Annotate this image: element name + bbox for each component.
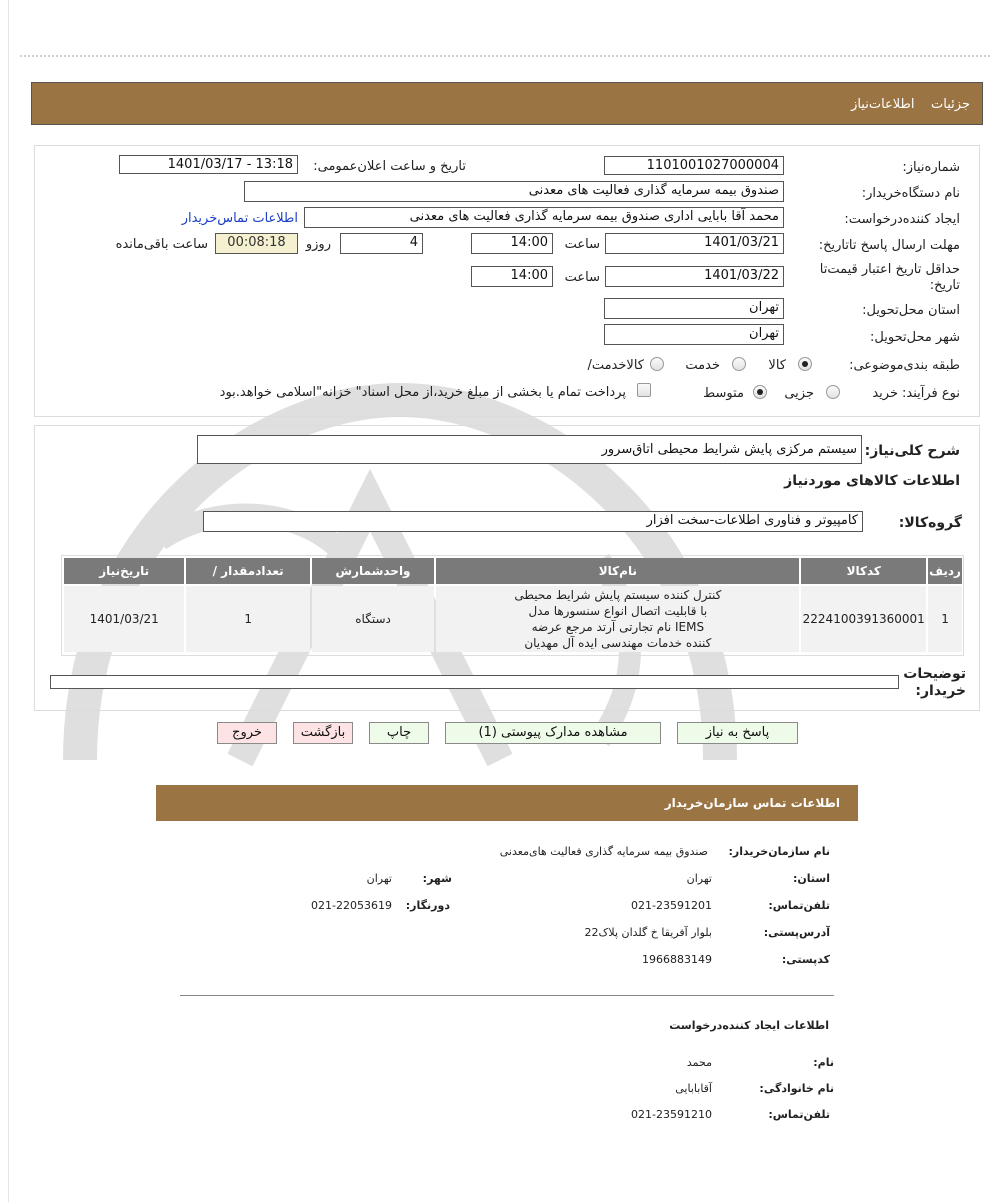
org-fax-value: 021-22053619 <box>311 899 392 912</box>
table-row <box>64 586 962 652</box>
treasury-payment-note: پرداخت تمام یا بخشی از مبلغ خرید،از محل اسناد" خزانه"اسلامی خواهد.بود <box>219 385 626 400</box>
category-goods-radio[interactable] <box>798 357 812 371</box>
org-province-label: استان: <box>793 872 830 885</box>
org-phone-value: 021-23591201 <box>631 899 712 912</box>
buyer-org-label: نام دستگاه‌خریدار: <box>861 186 960 201</box>
goods-table-header <box>64 558 962 584</box>
reply-hour-label: ساعت <box>564 237 600 252</box>
requester-first-name-value: محمد <box>686 1056 712 1069</box>
days-field: 4 <box>340 233 423 254</box>
back-button[interactable]: بازگشت <box>293 722 353 744</box>
validity-label-line2: تاریخ: <box>929 278 960 293</box>
col-unit: واحدشمارش <box>312 558 434 584</box>
view-attachments-button[interactable]: مشاهده مدارک پیوستی (1) <box>445 722 661 744</box>
reply-deadline-label: مهلت ارسال پاسخ تا‌تاریخ: <box>818 238 960 253</box>
org-city-value: تهران <box>366 872 392 885</box>
remaining-label: ساعت باقی‌مانده <box>115 237 208 252</box>
buyer-notes-field <box>50 675 899 689</box>
top-dotted-separator <box>20 55 990 57</box>
org-postal-label: کد‌پستی: <box>781 953 830 966</box>
buyer-notes-label-line1: توضیحات <box>903 666 966 682</box>
reply-date-field: 1401/03/21 <box>605 233 784 254</box>
city-label: شهر محل‌تحویل: <box>870 330 960 345</box>
goods-group-field: کامپیوتر و فناوری اطلاعات-سخت افزار <box>203 511 863 532</box>
category-service-radio[interactable] <box>732 357 746 371</box>
exit-button[interactable]: خروج <box>217 722 277 744</box>
buyer-contact-link[interactable]: اطلاعات تماس‌خریدار <box>181 211 298 226</box>
requester-last-name-value: آقابابایی <box>675 1082 712 1095</box>
goods-name-line: IEMS نام تجارتی آرتد مرجع عرضه <box>531 620 705 634</box>
org-address-value: بلوار آفریقا خ گلدان پلاک22 <box>584 926 712 939</box>
org-city-label: شهر: <box>422 872 452 885</box>
goods-name-line: با قابلیت اتصال انواع سنسورها مدل <box>528 604 708 618</box>
category-goods-service-label: کالا‌خدمت/ <box>587 358 644 373</box>
details-header-bar <box>31 82 983 125</box>
col-goods-code: کدکالا <box>801 558 926 584</box>
org-province-value: تهران <box>686 872 712 885</box>
col-row-number: ردیف <box>928 558 962 584</box>
process-minor-label: جزیی <box>784 386 814 401</box>
requester-phone-label: تلفن‌تماس: <box>768 1108 830 1121</box>
org-fax-label: دورنگار: <box>405 899 450 912</box>
remaining-time-field: 00:08:18 <box>215 233 298 254</box>
org-name-label: نام سازمان‌خریدار: <box>728 845 830 858</box>
org-contact-header: اطلاعات تماس سازمان‌خریدار <box>156 785 858 821</box>
unit-cell: دستگاه <box>312 586 434 652</box>
print-button[interactable]: چاپ <box>369 722 429 744</box>
org-section-divider <box>180 995 834 996</box>
quantity-cell: 1 <box>186 586 309 652</box>
goods-table <box>62 556 964 654</box>
buyer-notes-label-line2: خریدار: <box>915 683 966 699</box>
tab-need-info[interactable]: اطلاعات‌نیاز <box>851 97 915 112</box>
row-number-cell: 1 <box>928 586 962 652</box>
general-desc-label: شرح کلی‌نیاز: <box>864 443 960 459</box>
need-number-label: شماره‌نیاز: <box>902 160 960 175</box>
process-medium-label: متوسط <box>703 386 744 401</box>
col-need-date: تاریخ‌نیاز <box>64 558 184 584</box>
category-service-label: خدمت <box>685 358 720 373</box>
goods-code-cell: 2224100391360001 <box>801 586 926 652</box>
goods-group-label: گروه‌کالا: <box>898 515 962 531</box>
validity-label-line1: حداقل تاریخ اعتبار قیمت‌تا <box>819 262 960 277</box>
col-goods-name: نام‌کالا <box>436 558 799 584</box>
announce-label: تاریخ و ساعت اعلان‌عمومی: <box>313 159 466 174</box>
validity-time-field: 14:00 <box>471 266 553 287</box>
requester-label: ایجاد کننده‌درخواست: <box>844 212 960 227</box>
goods-name-cell <box>436 586 799 652</box>
province-label: استان محل‌تحویل: <box>862 303 960 318</box>
need-number-field: 1101001027000004 <box>604 156 784 175</box>
tab-details[interactable]: جزئیات <box>931 97 970 112</box>
province-field: تهران <box>604 298 784 319</box>
days-label: روزو <box>305 237 331 252</box>
city-field: تهران <box>604 324 784 345</box>
org-name-value: صندوق بیمه سرمایه گذاری فعالیت های‌معدنی <box>499 845 708 858</box>
announce-field: 1401/03/17 - 13:18 <box>119 155 298 174</box>
need-date-cell: 1401/03/21 <box>64 586 184 652</box>
requester-first-name-label: نام: <box>813 1056 834 1069</box>
org-postal-value: 1966883149 <box>642 953 712 966</box>
process-label: نوع فرآیند: <box>902 386 960 401</box>
page-left-border <box>8 0 9 1202</box>
reply-time-field: 14:00 <box>471 233 553 254</box>
goods-info-title: اطلاعات کالاهای موردنیاز <box>784 473 960 489</box>
process-medium-radio[interactable] <box>753 385 767 399</box>
category-goods-label: کالا <box>768 358 786 373</box>
validity-hour-label: ساعت <box>564 270 600 285</box>
org-address-label: آدرس‌پستی: <box>763 926 830 939</box>
category-label: طبقه بندی‌موضوعی: <box>849 358 960 373</box>
process-minor-radio[interactable] <box>826 385 840 399</box>
requester-phone-value: 021-23591210 <box>631 1108 712 1121</box>
goods-name-line: کنترل کننده سیستم پایش شرایط محیطی <box>514 588 722 602</box>
general-desc-field: سیستم مرکزی پایش شرایط محیطی اتاق‌سرور <box>197 435 862 464</box>
buyer-org-field: صندوق بیمه سرمایه گذاری فعالیت های معدنی <box>244 181 784 202</box>
reply-to-need-button[interactable]: پاسخ به نیاز <box>677 722 798 744</box>
process-purchase-label: خرید <box>872 386 898 401</box>
validity-date-field: 1401/03/22 <box>605 266 784 287</box>
goods-name-line: کننده خدمات مهندسی ایده آل مهدیان <box>524 636 712 650</box>
requester-last-name-label: نام خانوادگی: <box>759 1082 834 1095</box>
org-phone-label: تلفن‌تماس: <box>768 899 830 912</box>
col-quantity: تعدادمقدار / <box>186 558 309 584</box>
category-goods-service-radio[interactable] <box>650 357 664 371</box>
requester-info-title: اطلاعات ایجاد کننده‌درخواست <box>669 1019 829 1032</box>
treasury-payment-checkbox[interactable] <box>637 383 651 397</box>
requester-field: محمد آقا بابایی اداری صندوق بیمه سرمایه گذاری فعالیت های معدنی <box>304 207 784 228</box>
